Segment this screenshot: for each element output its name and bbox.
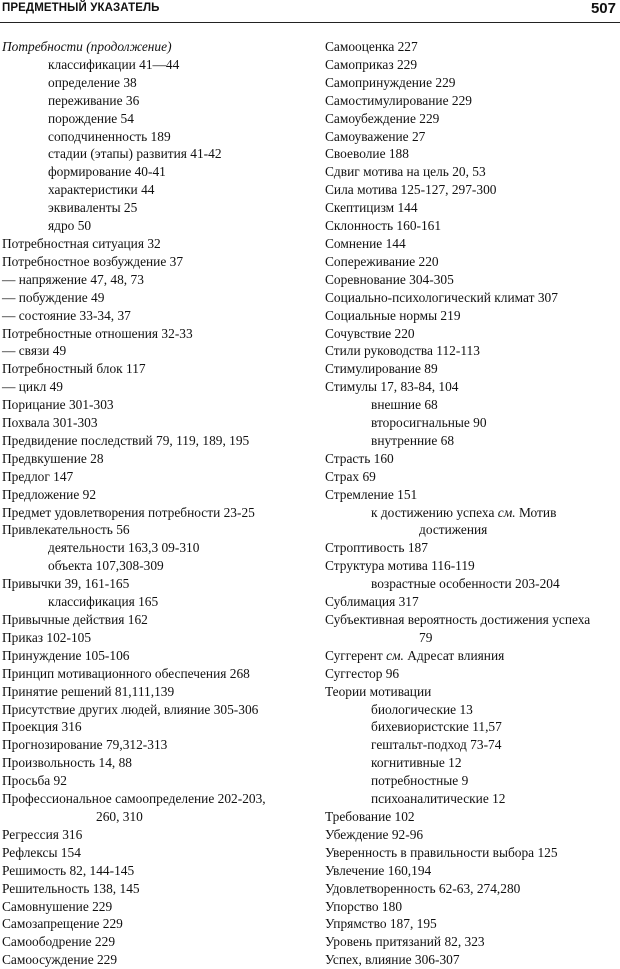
entry-text: достижения <box>419 522 488 538</box>
entry-text: Самоубеждение 229 <box>325 110 440 126</box>
entry-text: переживание 36 <box>48 92 140 108</box>
index-entry <box>2 754 307 772</box>
index-subentry <box>325 701 618 719</box>
index-entry <box>325 235 618 253</box>
entry-text: Предвкушение 28 <box>2 450 104 466</box>
entry-text: — связи 49 <box>2 343 67 359</box>
index-entry <box>2 504 307 522</box>
index-entry <box>325 199 618 217</box>
index-subentry <box>325 754 618 772</box>
entry-text: Скептицизм 144 <box>325 200 418 216</box>
see-reference: см. <box>386 647 404 663</box>
entry-text: Сдвиг мотива на цель 20, 53 <box>325 164 486 180</box>
entry-text: Принуждение 105-106 <box>2 647 130 663</box>
entry-text: классификация 165 <box>48 594 159 610</box>
index-entry <box>2 468 307 486</box>
index-entry <box>325 611 618 629</box>
entry-text: порождение 54 <box>48 110 134 126</box>
entry-text: внутренние 68 <box>371 432 455 448</box>
index-entry <box>2 235 307 253</box>
index-entry <box>325 307 618 325</box>
index-subentry <box>2 145 307 163</box>
index-entry <box>2 933 307 951</box>
index-entry <box>325 145 618 163</box>
index-entry <box>2 880 307 898</box>
entry-text: Похвала 301-303 <box>2 415 98 431</box>
entry-text: психоаналитические 12 <box>371 791 506 807</box>
index-entry <box>325 110 618 128</box>
entry-text: Стили руководства 112-113 <box>325 343 480 359</box>
entry-text: Решительность 138, 145 <box>2 880 140 896</box>
entry-text: гештальт-подход 73-74 <box>371 737 502 753</box>
entry-text: внешние 68 <box>371 397 438 413</box>
index-entry <box>325 557 618 575</box>
index-entry <box>325 862 618 880</box>
entry-text: — цикл 49 <box>2 379 63 395</box>
index-entry-continuation <box>325 521 618 539</box>
index-subentry <box>325 790 618 808</box>
entry-text: Потребности (продолжение) <box>2 39 172 54</box>
entry-text: Предвидение последствий 79, 119, 189, 195 <box>2 432 250 448</box>
index-subentry <box>325 736 618 754</box>
entry-text: Удовлетворенность 62-63, 274,280 <box>325 880 521 896</box>
entry-text: Упрямство 187, 195 <box>325 916 437 932</box>
index-entry <box>325 933 618 951</box>
index-entry <box>325 74 618 92</box>
entry-text: объекта 107,308-309 <box>48 558 164 574</box>
running-head <box>0 0 620 23</box>
entry-text: Увлечение 160,194 <box>325 862 432 878</box>
entry-text: возрастные особенности 203-204 <box>371 576 560 592</box>
index-entry <box>2 915 307 933</box>
index-entry <box>2 611 307 629</box>
entry-text: формирование 40-41 <box>48 164 166 180</box>
index-entry <box>325 915 618 933</box>
see-target: Адресат влияния <box>407 647 505 663</box>
entry-text: — состояние 33-34, 37 <box>2 307 131 323</box>
index-entry <box>2 701 307 719</box>
entry-text: Самоуважение 27 <box>325 128 426 144</box>
index-entry <box>325 38 618 56</box>
index-subentry <box>2 92 307 110</box>
entry-text: деятельности 163,3 09-310 <box>48 540 200 556</box>
entry-text: Уровень притязаний 82, 323 <box>325 934 485 950</box>
index-entry <box>325 951 618 969</box>
index-entry <box>2 396 307 414</box>
index-subentry <box>325 432 618 450</box>
index-entry <box>2 683 307 701</box>
index-subentry <box>2 163 307 181</box>
index-entry <box>2 271 307 289</box>
entry-text: Потребностное возбуждение 37 <box>2 253 184 269</box>
entry-text: Просьба 92 <box>2 773 67 789</box>
index-entry <box>325 647 618 665</box>
index-entry <box>325 468 618 486</box>
index-entry <box>325 360 618 378</box>
see-target: Мотив <box>518 504 557 520</box>
entry-text: ядро 50 <box>48 218 92 234</box>
entry-text: соподчиненность 189 <box>48 128 171 144</box>
index-entry <box>2 772 307 790</box>
index-subentry <box>2 199 307 217</box>
entry-text: Самозапрещение 229 <box>2 916 123 932</box>
index-entry-continuation <box>325 629 618 647</box>
entry-text: Сила мотива 125-127, 297-300 <box>325 182 497 198</box>
index-subentry <box>2 217 307 235</box>
section-title: ПРЕДМЕТНЫЙ УКАЗАТЕЛЬ <box>2 2 160 14</box>
index-entry-continuation <box>2 808 307 826</box>
index-entry <box>325 342 618 360</box>
entry-text: характеристики 44 <box>48 182 155 198</box>
index-entry <box>325 253 618 271</box>
index-subentry <box>2 181 307 199</box>
index-entry <box>2 665 307 683</box>
entry-text: Предложение 92 <box>2 486 97 502</box>
entry-text: Самопринуждение 229 <box>325 74 456 90</box>
entry-text: Уверенность в правильности выбора 125 <box>325 844 558 860</box>
entry-text: Страх 69 <box>325 468 376 484</box>
index-entry <box>325 378 618 396</box>
index-entry <box>2 38 307 56</box>
entry-text: Проекция 316 <box>2 719 82 735</box>
index-entry <box>2 521 307 539</box>
entry-text: Сублимация 317 <box>325 594 419 610</box>
entry-text: Самоосуждение 229 <box>2 952 118 968</box>
entry-text: классификации 41—44 <box>48 56 180 72</box>
index-entry <box>2 951 307 969</box>
entry-text: Субъективная вероятность достижения успеха <box>325 612 591 627</box>
index-entry <box>325 593 618 611</box>
index-entry <box>2 486 307 504</box>
index-entry <box>325 181 618 199</box>
index-entry <box>2 378 307 396</box>
index-subentry <box>325 504 618 522</box>
entry-text: Социально-психологический климат 307 <box>325 289 558 305</box>
index-entry <box>2 414 307 432</box>
index-entry <box>2 844 307 862</box>
index-entry <box>325 665 618 683</box>
page-number: 507 <box>590 0 616 17</box>
entry-text: Самоободрение 229 <box>2 934 116 950</box>
index-entry <box>2 647 307 665</box>
entry-text: Страсть 160 <box>325 450 394 466</box>
entry-text: 79 <box>419 629 433 645</box>
entry-text: Своеволие 188 <box>325 146 409 162</box>
index-entry <box>2 736 307 754</box>
index-column-right <box>325 38 618 969</box>
index-entry <box>325 92 618 110</box>
entry-text: Соревнование 304-305 <box>325 271 454 287</box>
index-entry <box>325 450 618 468</box>
entry-text: Стимулирование 89 <box>325 361 438 377</box>
index-entry <box>325 128 618 146</box>
entry-text: — напряжение 47, 48, 73 <box>2 271 144 287</box>
index-entry <box>2 432 307 450</box>
index-entry <box>2 826 307 844</box>
index-entry <box>325 898 618 916</box>
entry-text: Склонность 160-161 <box>325 218 442 234</box>
index-entry <box>2 718 307 736</box>
index-subentry <box>2 557 307 575</box>
entry-text: Стремление 151 <box>325 486 418 502</box>
entry-text: Принцип мотивационного обеспечения 268 <box>2 665 250 681</box>
entry-text: Присутствие других людей, влияние 305-306 <box>2 701 259 717</box>
index-subentry <box>325 396 618 414</box>
entry-text: биологические 13 <box>371 701 473 717</box>
entry-text: Убеждение 92-96 <box>325 826 424 842</box>
index-entry <box>325 271 618 289</box>
entry-text: второсигнальные 90 <box>371 415 487 431</box>
entry-text: Требование 102 <box>325 808 415 824</box>
entry-text: к достижению успеха <box>371 504 495 520</box>
index-entry <box>325 844 618 862</box>
index-entry <box>2 289 307 307</box>
entry-text: Порицание 301-303 <box>2 397 114 413</box>
index-entry <box>325 163 618 181</box>
entry-text: бихевиористские 11,57 <box>371 719 502 735</box>
index-entry <box>2 790 307 808</box>
index-subentry <box>325 772 618 790</box>
entry-text: Самоприказ 229 <box>325 56 418 72</box>
entry-text: Сопереживание 220 <box>325 253 439 269</box>
entry-text: Суггестор 96 <box>325 665 400 681</box>
index-subentry <box>2 539 307 557</box>
entry-text: Предмет удовлетворения потребности 23-25 <box>2 504 255 520</box>
entry-text: — побуждение 49 <box>2 289 105 305</box>
entry-text: Самовнушение 229 <box>2 898 113 914</box>
index-entry <box>2 898 307 916</box>
entry-text: 260, 310 <box>96 808 143 824</box>
index-entry <box>325 486 618 504</box>
entry-text: потребностные 9 <box>371 773 469 789</box>
index-subentry <box>2 128 307 146</box>
entry-text: Успех, влияние 306-307 <box>325 952 460 968</box>
index-subentry <box>2 593 307 611</box>
index-entry <box>325 217 618 235</box>
index-entry <box>2 450 307 468</box>
entry-text: Потребностный блок 117 <box>2 361 146 377</box>
entry-text: Решимость 82, 144-145 <box>2 862 135 878</box>
entry-text: Профессиональное самоопределение 202-203, <box>2 791 266 807</box>
index-entry <box>325 325 618 343</box>
index-subentry <box>2 74 307 92</box>
index-entry <box>2 575 307 593</box>
entry-text: Сочувствие 220 <box>325 325 415 341</box>
entry-text: Суггерент <box>325 647 383 663</box>
index-entry <box>325 289 618 307</box>
entry-text: Упорство 180 <box>325 898 403 914</box>
index-subentry <box>325 414 618 432</box>
entry-text: Привычки 39, 161-165 <box>2 576 130 592</box>
entry-text: Социальные нормы 219 <box>325 307 461 323</box>
index-entry <box>325 826 618 844</box>
index-entry <box>2 862 307 880</box>
index-entry <box>2 253 307 271</box>
entry-text: Самооценка 227 <box>325 39 418 54</box>
index-column-left <box>2 38 307 969</box>
index-entry <box>2 360 307 378</box>
entry-text: Регрессия 316 <box>2 826 83 842</box>
index-entry <box>2 629 307 647</box>
index-subentry <box>325 718 618 736</box>
index-entry <box>325 880 618 898</box>
entry-text: Потребностная ситуация 32 <box>2 235 161 251</box>
index-entry <box>2 307 307 325</box>
entry-text: Сомнение 144 <box>325 235 406 251</box>
index-entry <box>325 683 618 701</box>
index-entry <box>325 56 618 74</box>
index-subentry <box>2 110 307 128</box>
entry-text: Приказ 102-105 <box>2 629 92 645</box>
entry-text: Рефлексы 154 <box>2 844 81 860</box>
see-reference: см. <box>497 504 516 520</box>
entry-text: Прогнозирование 79,312-313 <box>2 737 168 753</box>
entry-text: эквиваленты 25 <box>48 200 138 216</box>
entry-text: Принятие решений 81,111,139 <box>2 683 175 699</box>
entry-text: Потребностные отношения 32-33 <box>2 325 193 341</box>
entry-text: Строптивость 187 <box>325 540 428 556</box>
entry-text: стадии (этапы) развития 41-42 <box>48 146 222 162</box>
entry-text: Структура мотива 116-119 <box>325 558 475 574</box>
index-subentry <box>2 56 307 74</box>
index-subentry <box>325 575 618 593</box>
index-entry <box>2 342 307 360</box>
entry-text: Привычные действия 162 <box>2 612 148 627</box>
entry-text: Предлог 147 <box>2 468 74 484</box>
entry-text: Стимулы 17, 83-84, 104 <box>325 379 459 395</box>
entry-text: когнитивные 12 <box>371 755 462 771</box>
entry-text: Привлекательность 56 <box>2 522 130 538</box>
index-entry <box>2 325 307 343</box>
entry-text: Самостимулирование 229 <box>325 92 472 108</box>
index-entry <box>325 539 618 557</box>
entry-text: определение 38 <box>48 74 137 90</box>
index-entry <box>325 808 618 826</box>
entry-text: Теории мотивации <box>325 683 432 699</box>
entry-text: Произвольность 14, 88 <box>2 755 132 771</box>
